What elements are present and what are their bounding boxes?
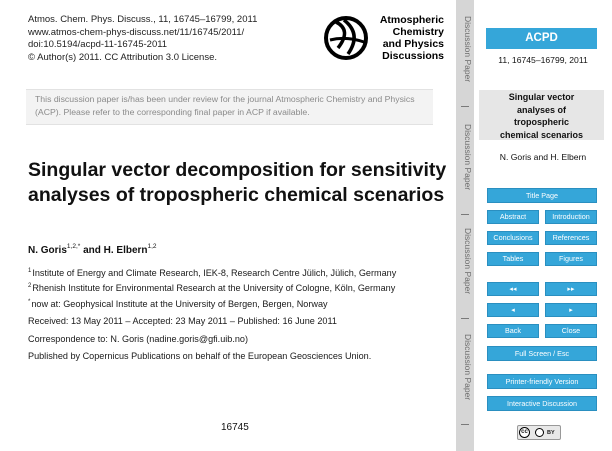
strip-label: Discussion Paper [463, 16, 473, 83]
strip-separator [461, 318, 469, 319]
citation-doi: doi:10.5194/acpd-11-16745-2011 [28, 39, 168, 50]
navigation-panel [474, 0, 612, 451]
affiliation-item [28, 265, 396, 280]
egu-globe-icon [322, 14, 370, 62]
abstract-button[interactable]: Abstract [487, 210, 539, 224]
cc-license-badge[interactable] [517, 425, 561, 440]
back-button[interactable]: Back [487, 324, 539, 338]
author-name: N. Goris [28, 245, 67, 256]
affiliation-text: Institute of Energy and Climate Research, IEK-8, Research Centre Jülich, Jülich, Germany [32, 268, 397, 278]
printer-friendly-button[interactable]: Printer-friendly Version [487, 374, 597, 389]
citation-block [28, 14, 257, 64]
short-title-line: chemical scenarios [499, 129, 584, 140]
citation-url[interactable]: www.atmos-chem-phys-discuss.net/11/16745/2011/ [28, 26, 245, 38]
author-affil-mark: 1,2,* [66, 243, 81, 250]
publication-dates: Received: 13 May 2011 – Accepted: 23 May 2011 – Published: 16 June 2011 [28, 316, 337, 326]
references-button[interactable]: References [545, 231, 597, 245]
author-affil-mark: 1,2 [147, 243, 157, 250]
citation-license: © Author(s) 2011. CC Attribution 3.0 License. [28, 51, 218, 63]
issue-info: 11, 16745–16799, 2011 [498, 55, 588, 65]
strip-separator [461, 214, 469, 215]
affiliation-mark: * [28, 298, 31, 305]
strip-separator [461, 106, 469, 107]
discussion-paper-strip [456, 0, 474, 451]
introduction-button[interactable]: Introduction [545, 210, 597, 224]
short-title-line: tropospheric [513, 117, 569, 127]
affiliation-item [28, 280, 396, 295]
affiliation-mark: 2 [28, 283, 32, 290]
author-line [28, 243, 157, 256]
strip-label: Discussion Paper [463, 228, 473, 295]
review-notice: This discussion paper is/has been under review for the journal Atmospheric Chemistry and Physics (ACP). Please refer to the corresponding final paper in ACP if available. [26, 89, 433, 125]
fullscreen-button[interactable]: Full Screen / Esc [487, 346, 597, 361]
strip-label: Discussion Paper [463, 124, 473, 191]
logo-text [380, 14, 444, 62]
logo-line: Atmospheric [379, 14, 444, 26]
logo-line: Chemistry [392, 26, 444, 38]
cc-icon: cc [519, 427, 530, 438]
affiliation-text: now at: Geophysical Institute at the University of Bergen, Bergen, Norway [31, 298, 328, 309]
strip-separator [461, 424, 469, 425]
journal-badge: ACPD [486, 28, 597, 49]
journal-logo [322, 14, 444, 72]
next-page-button[interactable]: ▸ [545, 303, 597, 317]
citation-journal: Atmos. Chem. Phys. Discuss., 11, 16745–16799, 2011 [28, 14, 258, 25]
short-title-line: analyses of [516, 104, 567, 115]
affiliation-item [28, 296, 396, 311]
logo-line: Discussions [382, 50, 444, 62]
correspondence: Correspondence to: N. Goris (nadine.goris@gfi.uib.no) [28, 334, 249, 344]
logo-line: and Physics [382, 38, 444, 50]
interactive-discussion-button[interactable]: Interactive Discussion [487, 396, 597, 411]
figures-button[interactable]: Figures [545, 252, 597, 266]
publisher-note: Published by Copernicus Publications on behalf of the European Geosciences Union. [28, 351, 372, 361]
affiliation-mark: 1 [28, 268, 32, 274]
author-name: and H. Elbern [83, 245, 148, 256]
first-page-button[interactable]: ◂◂ [487, 282, 539, 296]
conclusions-button[interactable]: Conclusions [487, 231, 539, 245]
short-authors: N. Goris and H. Elbern [499, 152, 587, 162]
close-button[interactable]: Close [545, 324, 597, 338]
strip-label: Discussion Paper [463, 334, 473, 401]
last-page-button[interactable]: ▸▸ [545, 282, 597, 296]
short-title [479, 90, 604, 140]
page-number: 16745 [221, 422, 249, 433]
prev-page-button[interactable]: ◂ [487, 303, 539, 317]
attribution-icon [535, 428, 544, 437]
affiliations [28, 265, 396, 311]
affiliation-text: Rhenish Institute for Environmental Research at the University of Cologne, Köln, Germany [32, 283, 396, 294]
tables-button[interactable]: Tables [487, 252, 539, 266]
paper-title: Singular vector decomposition for sensitivity analyses of tropospheric chemical scenarios [28, 159, 447, 206]
short-title-line: Singular vector [508, 92, 575, 102]
cc-by-label: BY [547, 430, 555, 436]
title-page-button[interactable]: Title Page [487, 188, 597, 203]
